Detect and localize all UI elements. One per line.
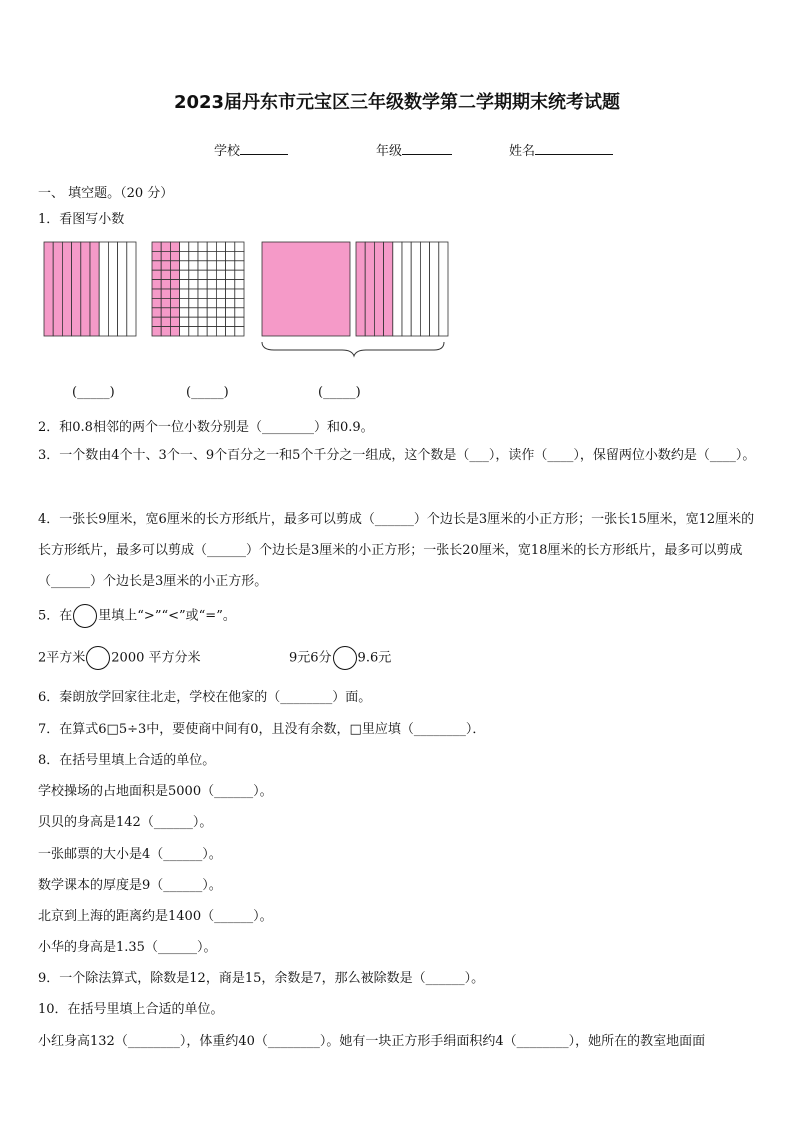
compare-circle-1[interactable] <box>86 646 110 670</box>
tenth-strip <box>99 242 108 336</box>
decimal-figures <box>42 240 452 360</box>
question-5-row-1: 2平方米 2000 平方分米 <box>38 646 201 670</box>
hundredth-cell <box>226 289 235 298</box>
hundredth-cell <box>226 261 235 270</box>
hundredth-cell <box>161 298 170 307</box>
hundredth-cell <box>235 317 244 326</box>
whole-square <box>262 242 350 336</box>
hundredth-cell <box>161 280 170 289</box>
grade-blank[interactable] <box>402 142 452 155</box>
hundredth-cell <box>161 270 170 279</box>
hundredth-cell <box>161 251 170 260</box>
hundredth-cell <box>170 261 179 270</box>
hundredth-cell <box>216 327 225 336</box>
hundredth-cell <box>235 270 244 279</box>
question-8: 8．在括号里填上合适的单位。 <box>38 753 216 768</box>
hundredth-cell <box>235 242 244 251</box>
question-8-item: 一张邮票的大小是4（______）。 <box>38 847 222 862</box>
hundredth-cell <box>152 289 161 298</box>
hundredth-cell <box>180 270 189 279</box>
hundredth-cell <box>207 261 216 270</box>
question-7: 7．在算式6□5÷3中，要使商中间有0，且没有余数，□里应填（________）． <box>38 722 486 737</box>
figure-tenths-strips <box>44 242 136 336</box>
hundredth-cell <box>180 242 189 251</box>
hundredth-cell <box>189 298 198 307</box>
compare-circle-icon <box>73 604 97 628</box>
name-label: 姓名 <box>509 144 536 159</box>
tenth-strip <box>384 242 393 336</box>
hundredth-cell <box>226 298 235 307</box>
tenth-strip <box>90 242 99 336</box>
tenth-strip <box>53 242 62 336</box>
hundredth-cell <box>216 298 225 307</box>
hundredth-cell <box>216 308 225 317</box>
hundredth-cell <box>198 280 207 289</box>
hundredth-cell <box>152 251 161 260</box>
hundredth-cell <box>198 242 207 251</box>
hundredth-cell <box>207 270 216 279</box>
question-8-item: 数学课本的厚度是9（______）。 <box>38 878 222 893</box>
hundredth-cell <box>207 298 216 307</box>
grade-field[interactable] <box>376 140 452 159</box>
hundredth-cell <box>170 298 179 307</box>
hundredth-cell <box>226 317 235 326</box>
answer-blank-3[interactable]: (_____) <box>318 385 361 400</box>
tenth-strip <box>62 242 71 336</box>
hundredth-cell <box>216 280 225 289</box>
hundredth-cell <box>226 242 235 251</box>
hundredth-cell <box>180 317 189 326</box>
hundredth-cell <box>198 289 207 298</box>
page-title: 2023届丹东市元宝区三年级数学第二学期期末统考试题 <box>173 92 621 113</box>
hundredth-cell <box>161 317 170 326</box>
question-2: 2．和0.8相邻的两个一位小数分别是（________）和0.9。 <box>38 420 374 435</box>
hundredth-cell <box>226 308 235 317</box>
hundredth-cell <box>207 251 216 260</box>
tenth-strip <box>118 242 127 336</box>
question-6: 6．秦朗放学回家往北走，学校在他家的（________）面。 <box>38 690 372 705</box>
hundredth-cell <box>180 251 189 260</box>
hundredth-cell <box>189 289 198 298</box>
tenth-strip <box>108 242 117 336</box>
hundredth-cell <box>216 317 225 326</box>
hundredth-cell <box>180 280 189 289</box>
hundredth-cell <box>152 317 161 326</box>
hundredth-cell <box>152 280 161 289</box>
hundredth-cell <box>235 251 244 260</box>
hundredth-cell <box>189 327 198 336</box>
hundredth-cell <box>170 242 179 251</box>
question-3: 3．一个数由4个十、3个一、9个百分之一和5个千分之一组成，这个数是（___），读作（____），保留两位小数约是（____）。 <box>38 448 756 463</box>
hundredth-cell <box>189 251 198 260</box>
hundredth-cell <box>180 261 189 270</box>
hundredth-cell <box>198 298 207 307</box>
hundredth-cell <box>189 242 198 251</box>
tenth-strip <box>411 242 420 336</box>
hundredth-cell <box>235 261 244 270</box>
answer-blank-1[interactable]: (_____) <box>72 385 115 400</box>
hundredth-cell <box>226 251 235 260</box>
tenth-strip <box>127 242 136 336</box>
question-10: 10．在括号里填上合适的单位。 <box>38 1002 224 1017</box>
hundredth-cell <box>198 270 207 279</box>
answer-blank-2[interactable]: (_____) <box>186 385 229 400</box>
tenth-strip <box>439 242 448 336</box>
hundredth-cell <box>161 308 170 317</box>
figure-hundredths-grid <box>152 242 244 336</box>
compare-circle-2[interactable] <box>333 646 357 670</box>
hundredth-cell <box>170 317 179 326</box>
hundredth-cell <box>235 280 244 289</box>
hundredth-cell <box>216 242 225 251</box>
question-1: 1．看图写小数 <box>38 212 125 227</box>
hundredth-cell <box>161 242 170 251</box>
hundredth-cell <box>198 308 207 317</box>
grade-label: 年级 <box>376 144 403 159</box>
hundredth-cell <box>170 270 179 279</box>
school-label: 学校 <box>214 144 241 159</box>
hundredth-cell <box>180 327 189 336</box>
hundredth-cell <box>152 327 161 336</box>
name-blank[interactable] <box>535 142 613 155</box>
question-10-text: 小红身高132（________），体重约40（________）。她有一块正方形手绢面积约4（________），她所在的教室地面面 <box>38 1034 706 1049</box>
hundredth-cell <box>235 298 244 307</box>
hundredth-cell <box>216 289 225 298</box>
question-5-row-2: 9元6分 9.6元 <box>289 646 391 670</box>
question-5: 5．在 里填上“>”“<”或“=”。 <box>38 604 236 628</box>
question-8-item: 贝贝的身高是142（______）。 <box>38 815 213 830</box>
tenth-strip <box>44 242 53 336</box>
hundredth-cell <box>198 317 207 326</box>
hundredth-cell <box>198 251 207 260</box>
question-8-item: 小华的身高是1.35（______）。 <box>38 940 217 955</box>
school-field[interactable] <box>214 140 288 159</box>
hundredth-cell <box>189 280 198 289</box>
hundredth-cell <box>189 308 198 317</box>
tenth-strip <box>402 242 411 336</box>
hundredth-cell <box>189 317 198 326</box>
hundredth-cell <box>189 270 198 279</box>
hundredth-cell <box>152 298 161 307</box>
hundredth-cell <box>235 308 244 317</box>
tenth-strip <box>72 242 81 336</box>
tenth-strip <box>374 242 383 336</box>
hundredth-cell <box>207 242 216 251</box>
question-8-item: 学校操场的占地面积是5000（______）。 <box>38 784 273 799</box>
hundredth-cell <box>152 308 161 317</box>
hundredth-cell <box>207 289 216 298</box>
hundredth-cell <box>170 327 179 336</box>
hundredth-cell <box>207 317 216 326</box>
hundredth-cell <box>152 261 161 270</box>
hundredth-cell <box>216 251 225 260</box>
hundredth-cell <box>198 327 207 336</box>
hundredth-cell <box>180 289 189 298</box>
hundredth-cell <box>170 289 179 298</box>
hundredth-cell <box>161 327 170 336</box>
hundredth-cell <box>198 261 207 270</box>
tenth-strip <box>420 242 429 336</box>
tenth-strip <box>356 242 365 336</box>
hundredth-cell <box>235 289 244 298</box>
hundredth-cell <box>216 261 225 270</box>
name-field[interactable] <box>509 140 613 159</box>
hundredth-cell <box>226 270 235 279</box>
hundredth-cell <box>226 280 235 289</box>
school-blank[interactable] <box>240 142 288 155</box>
figure-whole-plus-tenths <box>262 242 448 336</box>
question-9: 9．一个除法算式，除数是12，商是15，余数是7，那么被除数是（______）。 <box>38 971 485 986</box>
tenth-strip <box>430 242 439 336</box>
hundredth-cell <box>189 261 198 270</box>
hundredth-cell <box>180 298 189 307</box>
hundredth-cell <box>226 327 235 336</box>
question-8-item: 北京到上海的距离约是1400（______）。 <box>38 909 273 924</box>
hundredth-cell <box>207 280 216 289</box>
section-heading: 一、 填空题。（20 分） <box>38 186 174 201</box>
hundredth-cell <box>216 270 225 279</box>
hundredth-cell <box>161 261 170 270</box>
hundredth-cell <box>152 242 161 251</box>
hundredth-cell <box>170 251 179 260</box>
hundredth-cell <box>180 308 189 317</box>
hundredth-cell <box>161 289 170 298</box>
hundredth-cell <box>207 308 216 317</box>
question-4: 4．一张长9厘米，宽6厘米的长方形纸片，最多可以剪成（______）个边长是3厘米的小正方形；一张长15厘米，宽12厘米的长方形纸片，最多可以剪成（______）个边长是3厘米的小正方形；一张长20厘米，宽18厘米的长方形纸片，最多可以剪成（______）个边长是3厘米的小正方形。 <box>38 512 755 589</box>
brace-icon <box>262 342 444 356</box>
hundredth-cell <box>207 327 216 336</box>
tenth-strip <box>365 242 374 336</box>
hundredth-cell <box>170 280 179 289</box>
hundredth-cell <box>235 327 244 336</box>
hundredth-cell <box>170 308 179 317</box>
hundredth-cell <box>152 270 161 279</box>
tenth-strip <box>81 242 90 336</box>
tenth-strip <box>393 242 402 336</box>
